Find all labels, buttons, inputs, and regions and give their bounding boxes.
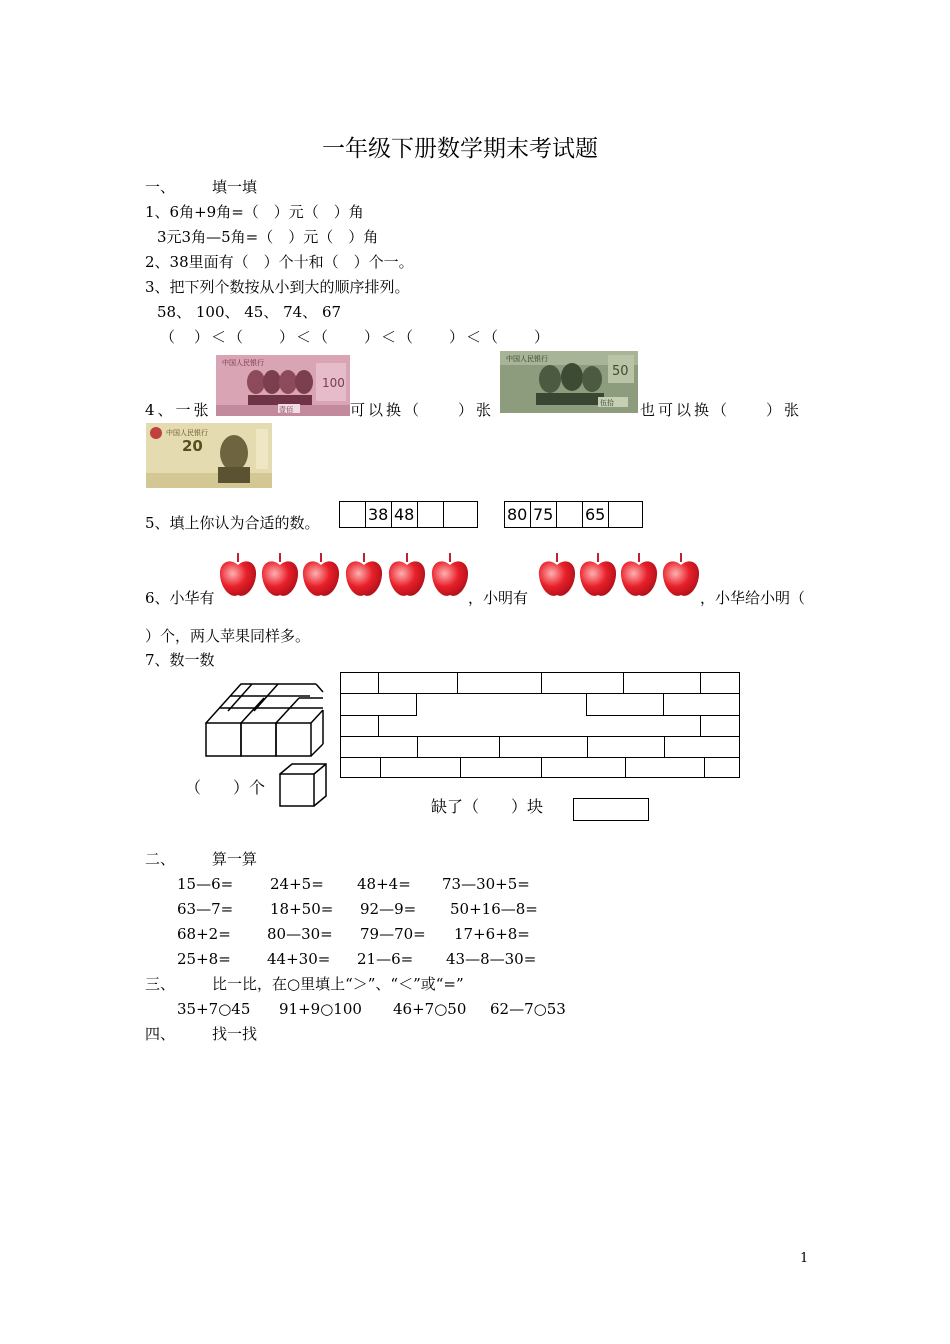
question-3-blanks: （ ）＜（ ）＜（ ）＜（ ）＜（ ） bbox=[160, 328, 552, 346]
calc-item: 48+4= bbox=[357, 875, 411, 893]
brick bbox=[623, 672, 701, 694]
brick bbox=[541, 672, 624, 694]
apple-icon bbox=[302, 553, 340, 601]
question-7-bricks-blank: 缺了（ ）块 bbox=[431, 797, 544, 816]
sequence-1-cell[interactable] bbox=[418, 502, 444, 527]
question-2: 2、38里面有（ ）个十和（ ）个一。 bbox=[145, 253, 414, 271]
question-3-numbers: 58、 100、 45、 74、 67 bbox=[157, 303, 342, 321]
question-6-part-d: ）个，两人苹果同样多。 bbox=[145, 627, 311, 645]
number-sequence-2 bbox=[504, 501, 643, 528]
sequence-2-cell: 80 bbox=[505, 502, 531, 527]
svg-text:中国人民银行: 中国人民银行 bbox=[166, 429, 208, 437]
question-7: 7、数一数 bbox=[145, 651, 215, 669]
apple-icon bbox=[261, 553, 299, 601]
question-6-part-a: 6、小华有 bbox=[145, 589, 215, 607]
calc-item: 17+6+8= bbox=[454, 925, 530, 943]
brick bbox=[340, 715, 379, 737]
question-4-part-a: 4、一张 bbox=[145, 401, 212, 419]
note3-value: 20 bbox=[182, 437, 203, 455]
calc-item: 79—70= bbox=[360, 925, 426, 943]
calc-item: 21—6= bbox=[357, 950, 414, 968]
apple-icon bbox=[219, 553, 257, 601]
calc-item: 15—6= bbox=[177, 875, 234, 893]
calc-item: 25+8= bbox=[177, 950, 231, 968]
brick bbox=[340, 757, 381, 778]
brick bbox=[664, 736, 740, 758]
banknote-100-image bbox=[216, 355, 350, 416]
section-3-number: 三、 bbox=[145, 975, 176, 993]
banknote-20-image bbox=[146, 423, 272, 488]
brick bbox=[378, 672, 458, 694]
apple-icon bbox=[662, 553, 700, 601]
note1-value: 壹佰 bbox=[279, 406, 293, 414]
apple-icon bbox=[620, 553, 658, 601]
brick bbox=[541, 757, 626, 778]
brick bbox=[704, 757, 740, 778]
brick-wall-figure bbox=[340, 672, 740, 778]
apple-icon bbox=[579, 553, 617, 601]
brick bbox=[380, 757, 461, 778]
brick bbox=[457, 672, 542, 694]
section-2-number: 二、 bbox=[145, 850, 176, 868]
question-1b: 3元3角—5角=（ ）元（ ）角 bbox=[157, 228, 379, 246]
brick bbox=[417, 736, 500, 758]
compare-item: 35+7○45 bbox=[177, 1000, 251, 1018]
brick bbox=[340, 736, 418, 758]
question-4-part-c: 也可以换（ ）张 bbox=[640, 401, 803, 419]
section-4-number: 四、 bbox=[145, 1025, 176, 1043]
brick bbox=[587, 736, 665, 758]
question-6-part-b: ，小明有 bbox=[468, 589, 529, 607]
section-3-heading: 比一比，在○里填上“＞”、“＜”或“=” bbox=[212, 975, 464, 993]
brick bbox=[625, 757, 705, 778]
brick bbox=[340, 693, 417, 716]
apple-icon bbox=[388, 553, 426, 601]
section-1-number: 一、 bbox=[145, 178, 176, 196]
question-7-cubes-blank: （ ）个 bbox=[185, 778, 266, 797]
question-1a: 1、6角+9角=（ ）元（ ）角 bbox=[145, 203, 364, 221]
brick bbox=[700, 715, 740, 737]
brick bbox=[460, 757, 542, 778]
section-4-heading: 找一找 bbox=[212, 1025, 258, 1043]
brick bbox=[340, 672, 379, 694]
calc-item: 18+50= bbox=[270, 900, 334, 918]
calc-item: 50+16—8= bbox=[450, 900, 538, 918]
svg-text:中国人民银行: 中国人民银行 bbox=[222, 359, 264, 367]
calc-item: 43—8—30= bbox=[446, 950, 537, 968]
calc-item: 24+5= bbox=[270, 875, 324, 893]
sequence-1-cell: 38 bbox=[366, 502, 392, 527]
brick bbox=[700, 672, 740, 694]
calc-item: 80—30= bbox=[267, 925, 333, 943]
page-number: 1 bbox=[800, 1251, 809, 1266]
brick bbox=[663, 693, 740, 716]
sequence-2-cell[interactable] bbox=[609, 502, 635, 527]
sequence-1-cell[interactable] bbox=[340, 502, 366, 527]
apple-icon bbox=[538, 553, 576, 601]
sequence-2-cell[interactable] bbox=[557, 502, 583, 527]
question-5: 5、填上你认为合适的数。 bbox=[145, 514, 320, 532]
brick bbox=[499, 736, 588, 758]
calc-item: 63—7= bbox=[177, 900, 234, 918]
svg-text:50: 50 bbox=[612, 364, 629, 379]
section-2-heading: 算一算 bbox=[212, 850, 258, 868]
apple-icon bbox=[345, 553, 383, 601]
sequence-1-cell[interactable] bbox=[444, 502, 470, 527]
banknote-50-image bbox=[500, 351, 638, 413]
compare-item: 91+9○100 bbox=[279, 1000, 362, 1018]
calc-item: 68+2= bbox=[177, 925, 231, 943]
bricks-answer-box[interactable] bbox=[573, 798, 649, 821]
question-6-part-c: ，小华给小明（ bbox=[700, 589, 806, 607]
question-3: 3、把下列个数按从小到大的顺序排列。 bbox=[145, 278, 410, 296]
note2-value: 伍拾 bbox=[600, 399, 614, 407]
compare-item: 62—7○53 bbox=[490, 1000, 566, 1018]
section-1-heading: 填一填 bbox=[212, 178, 258, 196]
page-title: 一年级下册数学期末考试题 bbox=[322, 136, 598, 162]
svg-text:中国人民银行: 中国人民银行 bbox=[506, 355, 548, 363]
sequence-2-cell: 65 bbox=[583, 502, 609, 527]
compare-item: 46+7○50 bbox=[393, 1000, 467, 1018]
calc-item: 92—9= bbox=[360, 900, 417, 918]
svg-text:100: 100 bbox=[322, 376, 345, 390]
sequence-2-cell: 75 bbox=[531, 502, 557, 527]
sequence-1-cell: 48 bbox=[392, 502, 418, 527]
brick bbox=[586, 693, 664, 716]
apple-icon bbox=[431, 553, 469, 601]
number-sequence-1 bbox=[339, 501, 478, 528]
calc-item: 73—30+5= bbox=[442, 875, 530, 893]
calc-item: 44+30= bbox=[267, 950, 331, 968]
question-4-part-b: 可以换（ ）张 bbox=[350, 401, 495, 419]
